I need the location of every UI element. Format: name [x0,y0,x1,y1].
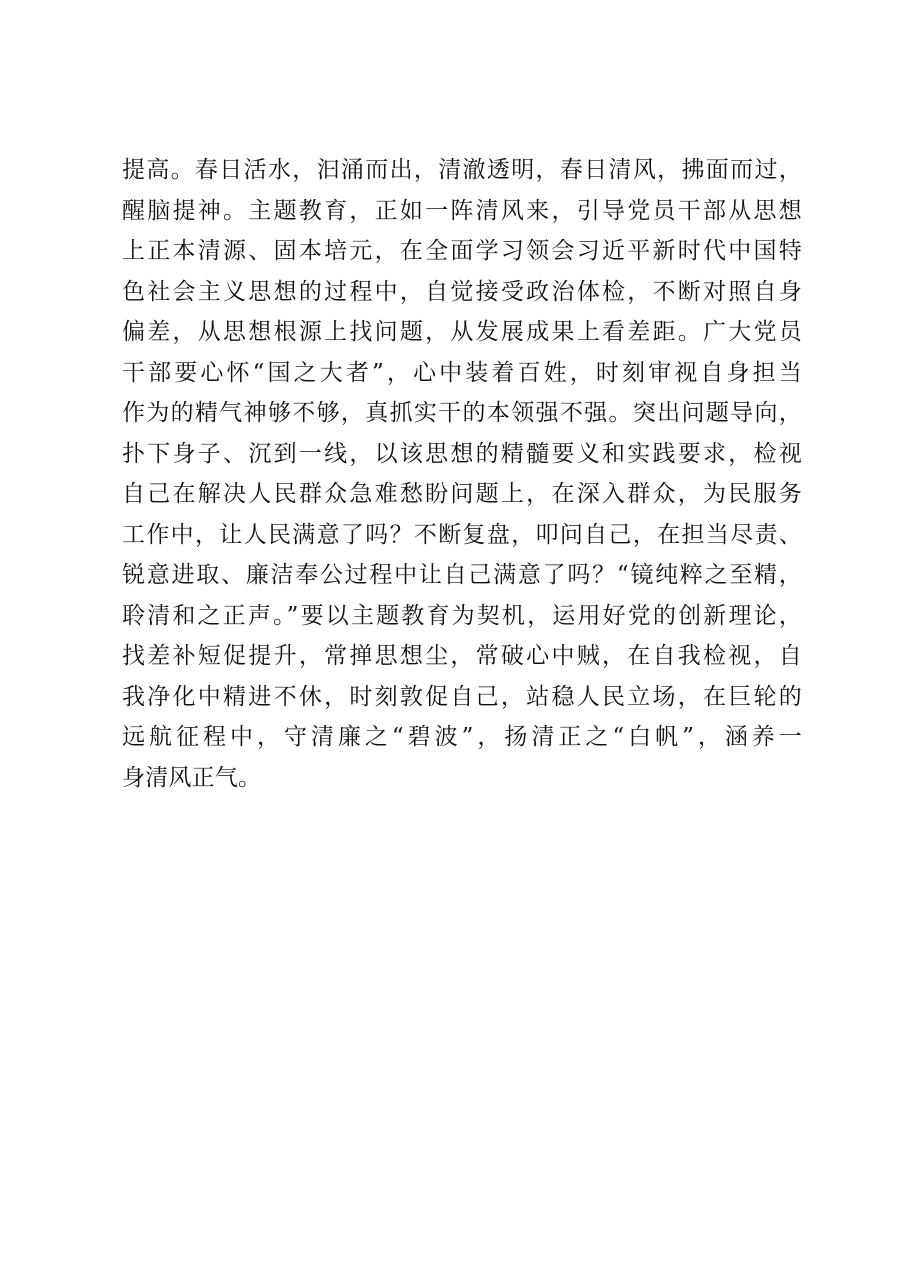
paragraph-line: 醒脑提神。主题教育，正如一阵清风来，引导党员干部从思想 [122,197,802,224]
paragraph-line: 远航征程中，守清廉之“碧波”，扬清正之“白帆”，涵养一 [122,724,802,750]
paragraph-line: 找差补短促提升，常掸思想尘，常破心中贼，在自我检视，自 [122,643,802,669]
paragraph-line: 锐意进取、廉洁奉公过程中让自己满意了吗？“镜纯粹之至精， [122,562,802,588]
body-paragraph [122,150,802,798]
paragraph-line: 作为的精气神够不够，真抓实干的本领强不强。突出问题导向， [122,400,802,426]
paragraph-line: 上正本清源、固本培元，在全面学习领会习近平新时代中国特 [122,238,802,264]
paragraph-line: 色社会主义思想的过程中，自觉接受政治体检，不断对照自身 [122,278,802,305]
paragraph-line: 偏差，从思想根源上找问题，从发展成果上看差距。广大党员 [122,319,802,345]
paragraph-line: 工作中，让人民满意了吗？不断复盘，叩问自己，在担当尽责、 [122,521,802,548]
paragraph-line: 提高。春日活水，汩涌而出，清澈透明，春日清风，拂面而过， [122,157,802,183]
paragraph-line: 聆清和之正声。”要以主题教育为契机，运用好党的创新理论， [122,602,802,629]
paragraph-line: 干部要心怀“国之大者”，心中装着百姓，时刻审视自身担当 [122,359,802,386]
paragraph-line: 扑下身子、沉到一线，以该思想的精髓要义和实践要求，检视 [122,440,802,467]
paragraph-line: 自己在解决人民群众急难愁盼问题上，在深入群众，为民服务 [122,481,802,507]
paragraph-line: 身清风正气。 [122,764,262,791]
paragraph-line: 我净化中精进不休，时刻敦促自己，站稳人民立场，在巨轮的 [122,683,802,710]
